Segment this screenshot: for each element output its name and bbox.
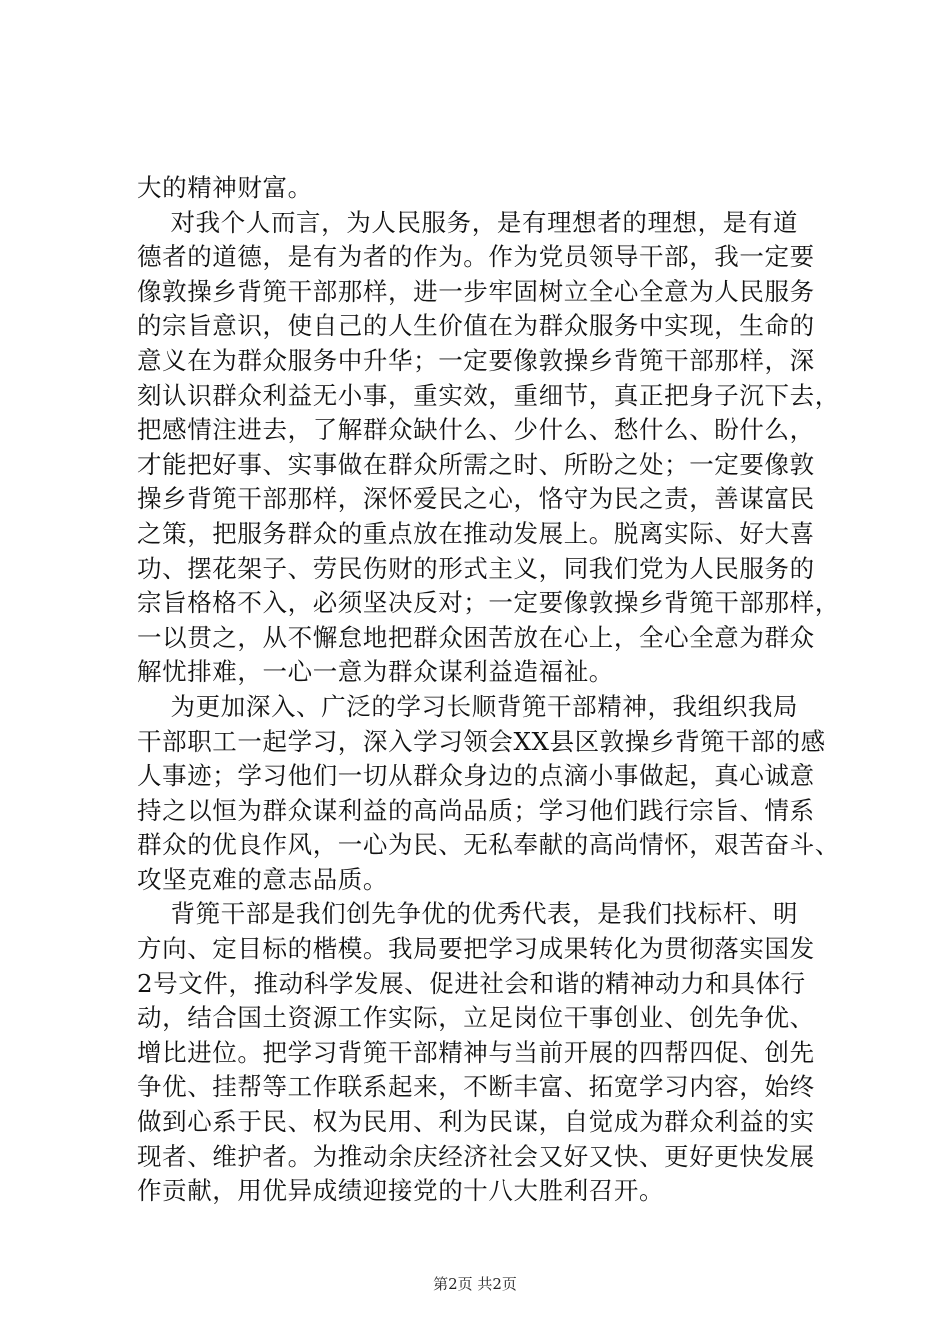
text-line: 德者的道德，是有为者的作为。作为党员领导干部，我一定要 (137, 242, 815, 272)
text-line: 宗旨格格不入，必须坚决反对；一定要像敦操乡背篼干部那样， (137, 588, 840, 618)
text-line: 攻坚克难的意志品质。 (137, 864, 388, 894)
text-line: 操乡背篼干部那样，深怀爱民之心，恪守为民之责，善谋富民 (137, 484, 815, 514)
text-line: 方向、定目标的楷模。我局要把学习成果转化为贯彻落实国发 (137, 934, 815, 964)
text-line: 的宗旨意识，使自己的人生价值在为群众服务中实现，生命的 (137, 311, 815, 341)
text-line: 2号文件，推动科学发展、促进社会和谐的精神动力和具体行 (137, 968, 806, 998)
text-line: 像敦操乡背篼干部那样，进一步牢固树立全心全意为人民服务 (137, 276, 815, 306)
text-line: 把感情注进去，了解群众缺什么、少什么、愁什么、盼什么， (137, 415, 815, 445)
text-line: 为更加深入、广泛的学习长顺背篼干部精神，我组织我局 (137, 691, 799, 721)
text-line: 解忧排难，一心一意为群众谋利益造福祉。 (137, 657, 614, 687)
text-line: 对我个人而言，为人民服务，是有理想者的理想，是有道 (137, 207, 799, 237)
body-text (137, 171, 840, 1209)
text-line: 干部职工一起学习，深入学习领会XX县区敦操乡背篼干部的感 (137, 726, 826, 756)
text-line: 持之以恒为群众谋利益的高尚品质；学习他们践行宗旨、情系 (137, 795, 815, 825)
text-line: 背篼干部是我们创先争优的优秀代表，是我们找标杆、明 (137, 899, 799, 929)
text-line: 增比进位。把学习背篼干部精神与当前开展的四帮四促、创先 (137, 1037, 815, 1067)
text-line: 大的精神财富。 (137, 173, 313, 202)
text-line: 刻认识群众利益无小事，重实效，重细节，真正把身子沉下去， (137, 380, 840, 410)
text-line: 人事迹；学习他们一切从群众身边的点滴小事做起，真心诚意 (137, 761, 815, 791)
page-footer: 第2页 共2页 (433, 1275, 517, 1293)
text-line: 作贡献，用优异成绩迎接党的十八大胜利召开。 (137, 1176, 665, 1206)
text-line: 做到心系于民、权为民用、利为民谋，自觉成为群众利益的实 (137, 1107, 815, 1137)
text-line: 一以贯之，从不懈怠地把群众困苦放在心上，全心全意为群众 (137, 622, 815, 652)
text-line: 动，结合国土资源工作实际，立足岗位干事创业、创先争优、 (137, 1003, 815, 1033)
text-line: 群众的优良作风，一心为民、无私奉献的高尚情怀，艰苦奋斗、 (137, 830, 840, 860)
text-line: 争优、挂帮等工作联系起来，不断丰富、拓宽学习内容，始终 (137, 1072, 815, 1102)
text-line: 意义在为群众服务中升华；一定要像敦操乡背篼干部那样，深 (137, 345, 815, 375)
text-line: 之策，把服务群众的重点放在推动发展上。脱离实际、好大喜 (137, 518, 815, 548)
text-line: 功、摆花架子、劳民伤财的形式主义，同我们党为人民服务的 (137, 553, 815, 583)
text-line: 现者、维护者。为推动余庆经济社会又好又快、更好更快发展 (137, 1141, 815, 1171)
text-line: 才能把好事、实事做在群众所需之时、所盼之处；一定要像敦 (137, 449, 815, 479)
